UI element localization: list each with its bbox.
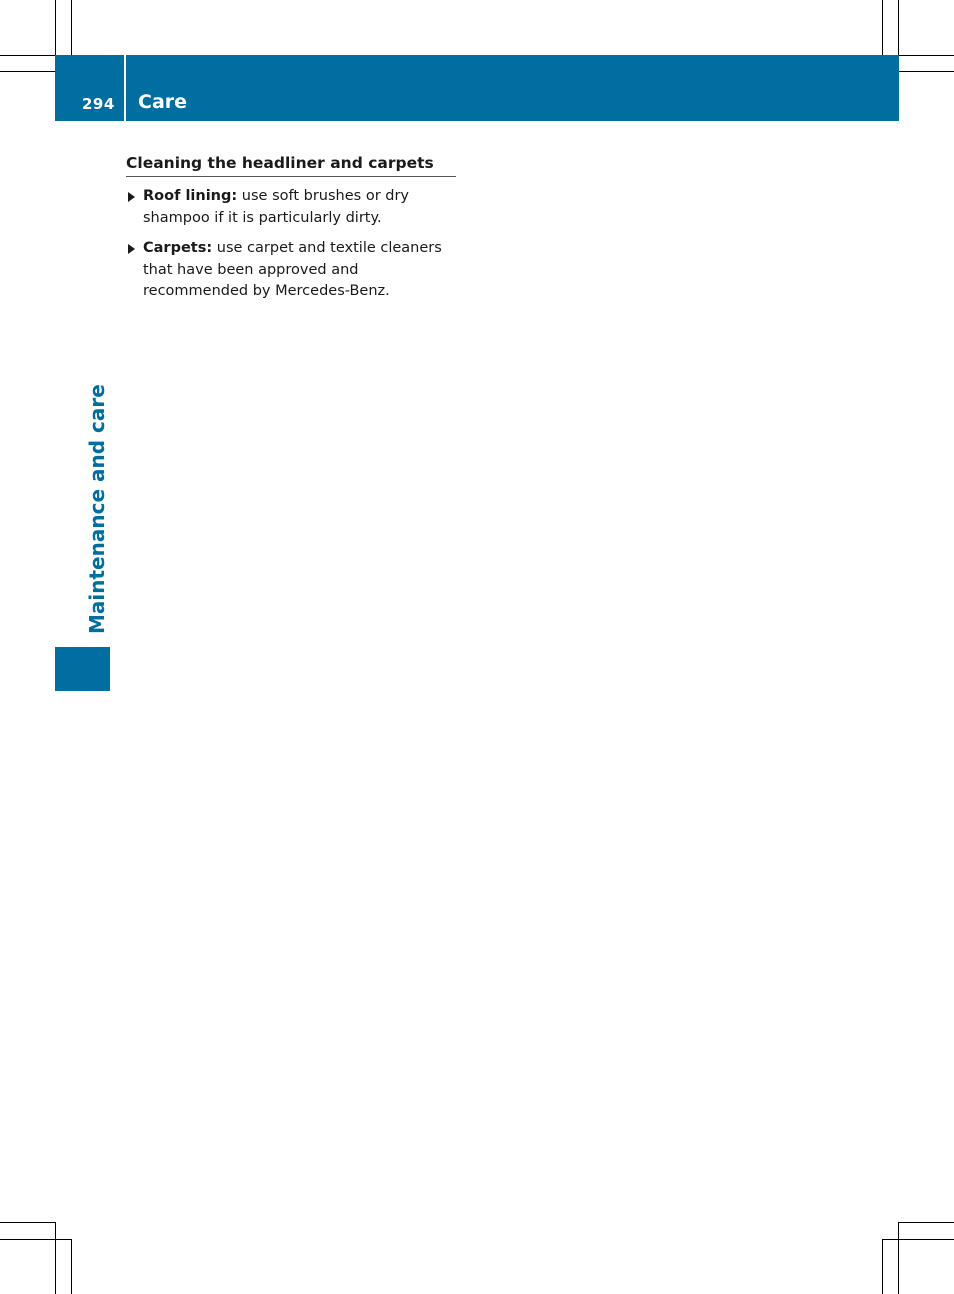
item-text: use soft brushes or dry shampoo if it is particularly dirty. [143,188,410,226]
crop-mark [0,1239,71,1240]
triangle-right-icon [128,192,135,202]
crop-mark [898,1222,899,1294]
crop-mark [882,1239,883,1294]
page-number: 294 [82,95,115,113]
crop-mark [55,1222,56,1294]
item-term: Roof lining: [143,188,238,204]
crop-mark [882,1239,954,1240]
side-tab-label: Maintenance and care [85,384,109,634]
side-tab-marker [55,647,110,691]
crop-mark [55,0,56,55]
crop-mark [0,1222,55,1223]
crop-mark [899,71,954,72]
crop-mark [0,71,55,72]
crop-mark [898,0,899,55]
item-text: use carpet and textile cleaners that have been approved and recommended by Mercedes-Benz. [143,240,442,299]
crop-mark [899,55,954,56]
list-item [126,186,456,229]
content-heading: Cleaning the headliner and carpets [126,153,456,177]
crop-mark [0,55,55,56]
crop-mark [882,0,883,55]
header-divider [124,55,126,121]
main-content [126,153,456,303]
list-item [126,238,456,303]
crop-mark [71,1239,72,1294]
item-term: Carpets: [143,240,213,256]
crop-mark [71,0,72,55]
page-header [55,55,899,121]
triangle-right-icon [128,244,135,254]
crop-mark [899,1222,954,1223]
section-title: Care [138,91,188,113]
